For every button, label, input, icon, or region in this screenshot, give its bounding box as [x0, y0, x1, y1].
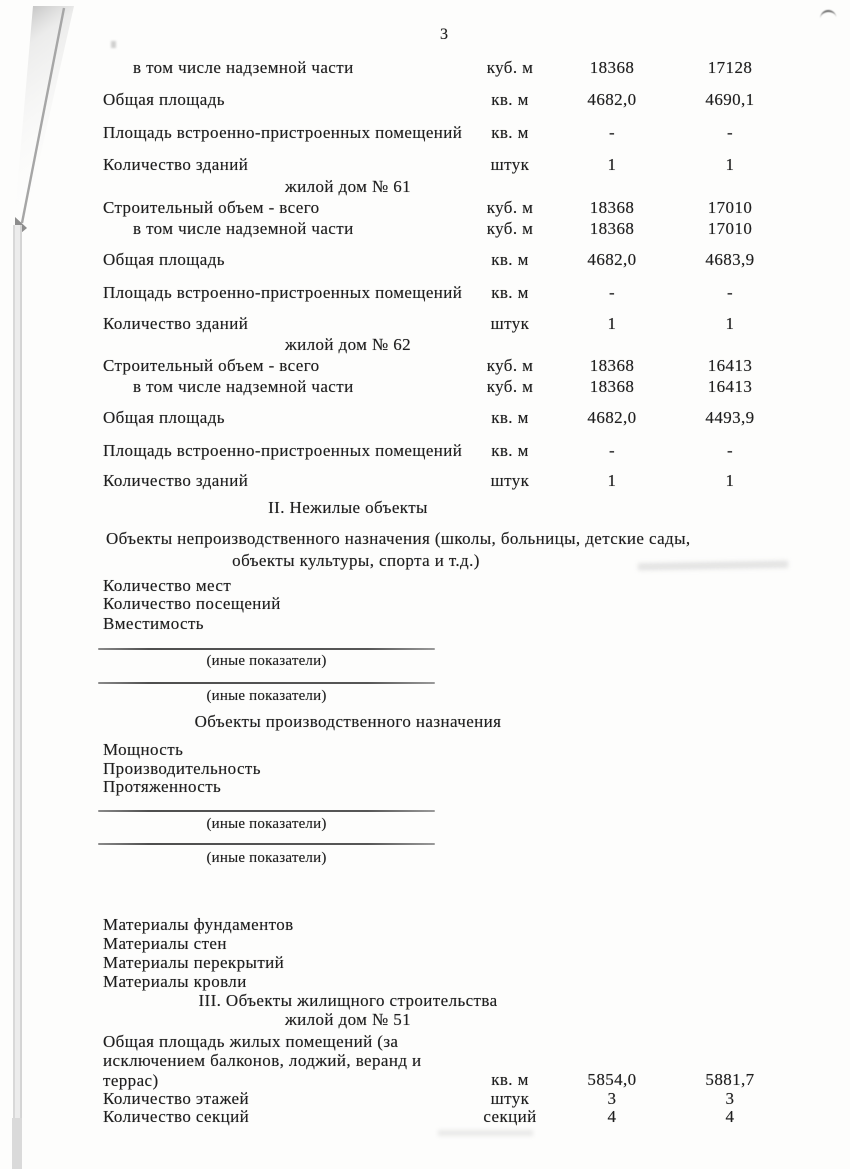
table-row: [0, 1089, 850, 1109]
row-fact-value: 1: [725, 155, 735, 174]
row-label: Строительный объем - всего: [103, 198, 320, 217]
row-plan-value: -: [608, 283, 616, 302]
row-unit: куб. м: [486, 198, 534, 217]
row-plan-value: 4682,0: [587, 408, 637, 427]
row-plan-value: 4: [607, 1107, 617, 1126]
row-fact-value: 4683,9: [705, 250, 755, 269]
fill-in-caption: (иные показатели): [206, 850, 327, 866]
row-label: Количество зданий: [103, 471, 249, 490]
row-unit: куб. м: [486, 356, 534, 375]
row-plan-value: 18368: [589, 219, 635, 238]
row-label: Количество зданий: [103, 155, 249, 174]
table-row: [0, 250, 850, 270]
row-label: Площадь встроенно-пристроенных помещений: [103, 123, 463, 142]
row-fact-value: -: [726, 283, 734, 302]
indicator-label: Количество мест: [103, 576, 232, 595]
row-plan-value: -: [608, 441, 616, 460]
scan-page-edge-artifact: [0, 0, 90, 1169]
row-unit: куб. м: [486, 377, 534, 396]
row-plan-value: 1: [607, 314, 617, 333]
row-unit: кв. м: [491, 250, 529, 269]
section-3-title: III. Объекты жилищного строительства: [198, 991, 498, 1010]
table-row: [0, 441, 850, 461]
row-plan-value: 1: [607, 471, 617, 490]
nonproduction-title-line1: Объекты непроизводственного назначения (школы, больницы, детские сады,: [106, 529, 691, 548]
row-fact-value: -: [726, 441, 734, 460]
table-row: [0, 1107, 850, 1127]
material-label: Материалы стен: [103, 934, 227, 953]
area-label-line: террас): [103, 1070, 159, 1090]
table-row: [0, 219, 850, 239]
row-label: в том числе надземной части: [133, 219, 354, 238]
indicator-label: Количество посещений: [103, 594, 281, 613]
row-fact-value: 4493,9: [705, 408, 755, 427]
area-label-line: Общая площадь жилых помещений (за: [103, 1032, 399, 1051]
row-unit: кв. м: [491, 408, 529, 427]
row-fact-value: 3: [725, 1089, 735, 1108]
row-fact-value: 17010: [707, 198, 753, 217]
row-unit: штук: [490, 471, 530, 490]
row-plan-value: 18368: [589, 356, 635, 375]
row-fact-value: 17010: [707, 219, 753, 238]
table-row: [0, 198, 850, 218]
row-unit: кв. м: [491, 1070, 529, 1089]
production-title: Объекты производственного назначения: [194, 712, 502, 731]
fill-in-caption: (иные показатели): [206, 688, 327, 704]
row-fact-value: 1: [725, 314, 735, 333]
row-plan-value: 1: [607, 155, 617, 174]
row-label: Площадь встроенно-пристроенных помещений: [103, 283, 463, 302]
row-unit: кв. м: [491, 90, 529, 109]
indicator-label: Мощность: [103, 740, 184, 759]
table-row: [0, 155, 850, 175]
row-label: Количество зданий: [103, 314, 249, 333]
row-plan-value: -: [608, 123, 616, 142]
row-label: Количество секций: [103, 1107, 250, 1126]
row-label: Строительный объем - всего: [103, 356, 320, 375]
fill-in-rule: [98, 843, 435, 845]
row-plan-value: 3: [607, 1089, 617, 1108]
row-fact-value: 1: [725, 471, 735, 490]
table-row: [0, 283, 850, 303]
indicator-label: Вместимость: [103, 614, 204, 633]
row-unit: штук: [490, 155, 530, 174]
row-plan-value: 5854,0: [587, 1070, 637, 1089]
table-row: [0, 356, 850, 376]
row-plan-value: 4682,0: [587, 90, 637, 109]
row-unit: кв. м: [491, 123, 529, 142]
table-row: [0, 314, 850, 334]
row-unit: куб. м: [486, 58, 534, 77]
row-fact-value: 4690,1: [705, 90, 755, 109]
row-unit: куб. м: [486, 219, 534, 238]
row-label: в том числе надземной части: [133, 58, 354, 77]
table-row: [0, 123, 850, 143]
material-label: Материалы фундаментов: [103, 915, 294, 934]
row-unit: секций: [483, 1107, 537, 1126]
edge-crease-line: [22, 8, 64, 223]
row-label: Общая площадь: [103, 250, 225, 269]
table-row: [0, 58, 850, 78]
material-label: Материалы кровли: [103, 972, 247, 991]
row-label: Количество этажей: [103, 1089, 249, 1108]
row-fact-value: 16413: [707, 356, 753, 375]
fill-in-rule: [98, 810, 435, 812]
fill-in-caption: (иные показатели): [206, 653, 327, 669]
scan-mark-top-right: [820, 9, 837, 18]
row-unit: кв. м: [491, 441, 529, 460]
row-unit: штук: [490, 1089, 530, 1108]
row-unit: кв. м: [491, 283, 529, 302]
corner-shadow: [14, 6, 74, 224]
section-2-title: II. Нежилые объекты: [268, 498, 428, 517]
fill-in-rule: [98, 648, 435, 650]
row-fact-value: 17128: [707, 58, 753, 77]
house-heading-62: жилой дом № 62: [284, 335, 412, 354]
row-plan-value: 18368: [589, 377, 635, 396]
scan-smudge: [438, 1130, 533, 1136]
page-number: 3: [440, 26, 449, 43]
material-label: Материалы перекрытий: [103, 953, 285, 972]
fill-in-rule: [98, 682, 435, 684]
row-label: Общая площадь: [103, 90, 225, 109]
row-label: Площадь встроенно-пристроенных помещений: [103, 441, 463, 460]
table-row: [0, 471, 850, 491]
table-row: [0, 90, 850, 110]
row-fact-value: 16413: [707, 377, 753, 396]
scan-smudge: [638, 561, 788, 571]
scan-smudge: [111, 41, 116, 48]
table-row: [0, 377, 850, 397]
house-heading-61: жилой дом № 61: [284, 177, 412, 196]
row-plan-value: 18368: [589, 58, 635, 77]
indicator-label: Производительность: [103, 759, 261, 778]
row-plan-value: 4682,0: [587, 250, 637, 269]
row-plan-value: 18368: [589, 198, 635, 217]
row-fact-value: 4: [725, 1107, 735, 1126]
house-heading-51: жилой дом № 51: [284, 1010, 412, 1029]
area-label-line: исключением балконов, лоджий, веранд и: [103, 1051, 422, 1071]
indicator-label: Протяженность: [103, 777, 222, 796]
table-row: [0, 408, 850, 428]
row-unit: штук: [490, 314, 530, 333]
row-fact-value: 5881,7: [705, 1070, 755, 1089]
nonproduction-title-line2: объекты культуры, спорта и т.д.): [232, 551, 480, 570]
row-label: в том числе надземной части: [133, 377, 354, 396]
row-fact-value: -: [726, 123, 734, 142]
row-label: Общая площадь: [103, 408, 225, 427]
fill-in-caption: (иные показатели): [206, 816, 327, 832]
table-row: [0, 1070, 850, 1090]
